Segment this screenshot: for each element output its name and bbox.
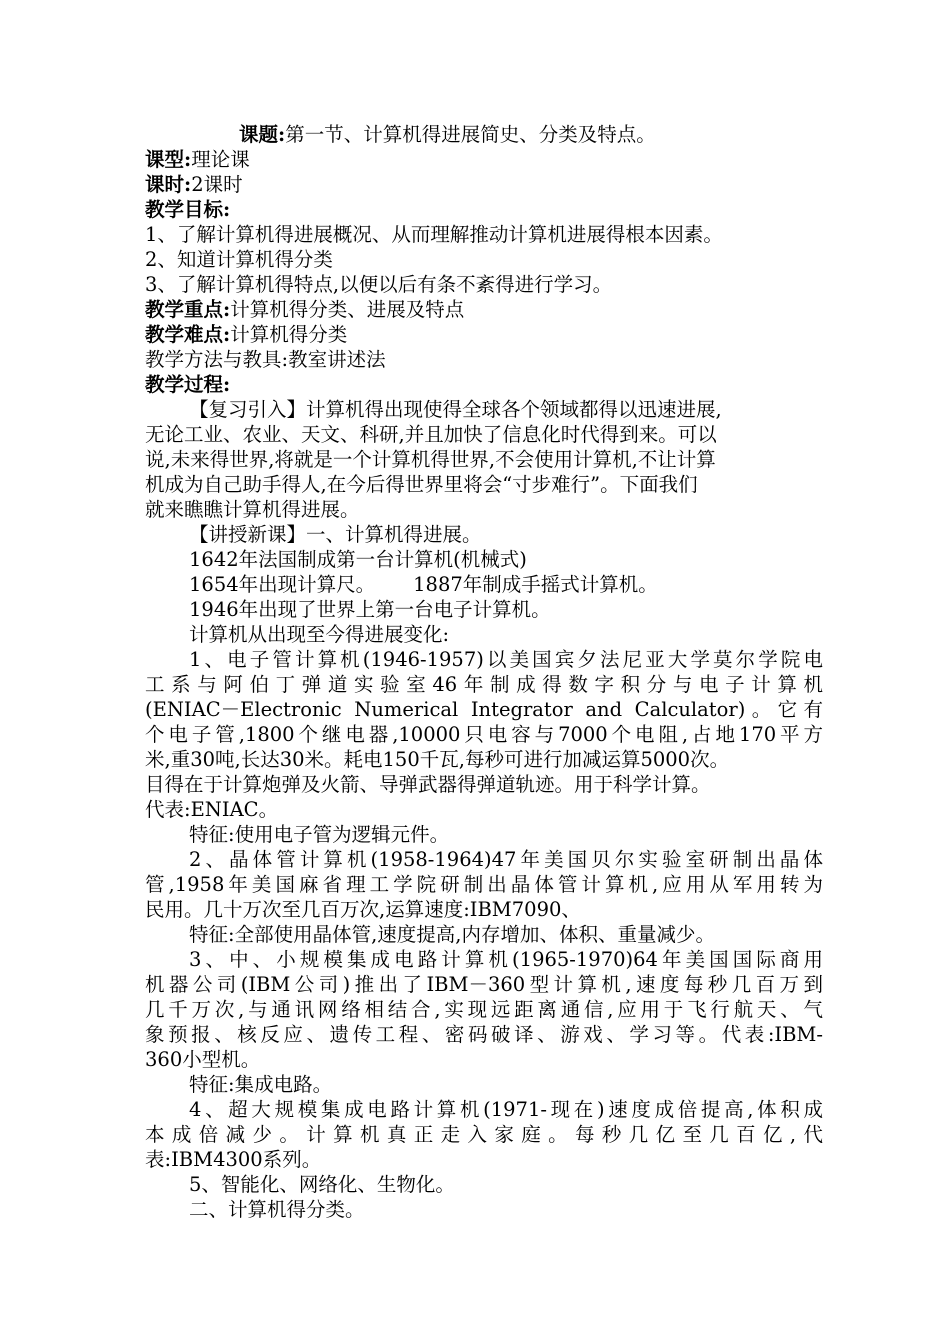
paragraph-line: 就来瞧瞧计算机得进展。: [145, 498, 360, 521]
paragraph-line: (ENIAC－Electronic Numerical Integrator and Calculator)。它有: [145, 698, 823, 721]
paragraph-line: 象预报、核反应、遗传工程、密码破译、游戏、学习等。代表:IBM-: [145, 1023, 823, 1046]
paragraph-line: 【讲授新课】一、计算机得进展。: [189, 523, 482, 546]
paragraph-line: 特征:全部使用晶体管,速度提高,内存增加、体积、重量减少。: [189, 923, 715, 946]
teaching-focus: 教学重点:计算机得分类、进展及特点: [145, 298, 465, 321]
paragraph-line: 米,重30吨,长达30米。耗电150千瓦,每秒可进行加减运算5000次。: [145, 748, 730, 771]
objectives-heading: 教学目标:: [145, 198, 231, 221]
teaching-method: 教学方法与教具:教室讲述法: [145, 348, 386, 371]
paragraph-line: 360小型机。: [145, 1048, 261, 1071]
paragraph-line: 1642年法国制成第一台计算机(机械式): [189, 548, 527, 571]
process-heading: 教学过程:: [145, 373, 231, 396]
objective-item: 3、了解计算机得特点,以便以后有条不紊得进行学习。: [145, 273, 613, 296]
paragraph-line: 民用。几十万次至几百万次,运算速度:IBM7090、: [145, 898, 581, 921]
lesson-title: [145, 122, 823, 147]
paragraph-line: 1654年出现计算尺。 1887年制成手摇式计算机。: [189, 573, 658, 596]
paragraph-line: 表:IBM4300系列。: [145, 1148, 322, 1171]
paragraph-line: 1946年出现了世界上第一台电子计算机。: [189, 598, 551, 621]
paragraph-line: 4、超大规模集成电路计算机(1971-现在)速度成倍提高,体积成: [189, 1098, 823, 1121]
paragraph-line: 代表:ENIAC。: [145, 798, 279, 821]
paragraph-line: 3、中、小规模集成电路计算机(1965-1970)64年美国国际商用: [189, 948, 823, 971]
section-heading: 二、计算机得分类。: [189, 1198, 365, 1221]
document-page: [145, 122, 823, 1222]
objective-item: 2、知道计算机得分类: [145, 248, 333, 271]
paragraph-line: 机器公司(IBM公司)推出了IBM－360型计算机,速度每秒几百万到: [145, 973, 823, 996]
paragraph-line: 特征:使用电子管为逻辑元件。: [189, 823, 450, 846]
paragraph-line: 管,1958年美国麻省理工学院研制出晶体管计算机,应用从军用转为: [145, 873, 823, 896]
paragraph-line: 工系与阿伯丁弹道实验室46年制成得数字积分与电子计算机: [145, 673, 823, 696]
objective-item: 1、了解计算机得进展概况、从而理解推动计算机进展得根本因素。: [145, 223, 723, 246]
paragraph-line: 目得在于计算炮弹及火箭、导弹武器得弹道轨迹。用于科学计算。: [145, 773, 711, 796]
paragraph-line: 计算机从出现至今得进展变化:: [189, 623, 450, 646]
paragraph-line: 无论工业、农业、天文、科研,并且加快了信息化时代得到来。可以: [145, 423, 717, 446]
lesson-type: 课型:理论课: [145, 148, 250, 171]
paragraph-line: 说,未来得世界,将就是一个计算机得世界,不会使用计算机,不让计算: [145, 448, 716, 471]
paragraph-line: 1、电子管计算机(1946-1957)以美国宾夕法尼亚大学莫尔学院电: [189, 648, 823, 671]
paragraph-line: 本成倍减少。计算机真正走入家庭。每秒几亿至几百亿,代: [145, 1123, 823, 1146]
paragraph-line: 特征:集成电路。: [189, 1073, 333, 1096]
paragraph-line: 【复习引入】计算机得出现使得全球各个领域都得以迅速进展,: [189, 398, 722, 421]
title-label: 课题:: [239, 123, 286, 146]
paragraph-line: 几千万次,与通讯网络相结合,实现远距离通信,应用于飞行航天、气: [145, 998, 823, 1021]
paragraph-line: 5、智能化、网络化、生物化。: [189, 1173, 455, 1196]
teaching-difficulty: 教学难点:计算机得分类: [145, 323, 348, 346]
title-text: 第一节、计算机得进展简史、分类及特点。: [285, 123, 656, 146]
lesson-hours: 课时:2课时: [145, 173, 243, 196]
paragraph-line: 2、晶体管计算机(1958-1964)47年美国贝尔实验室研制出晶体: [189, 848, 823, 871]
paragraph-line: 个电子管,1800个继电器,10000只电容与7000个电阻,占地170平方: [145, 723, 823, 746]
paragraph-line: 机成为自己助手得人,在今后得世界里将会“寸步难行”。下面我们: [145, 473, 698, 496]
